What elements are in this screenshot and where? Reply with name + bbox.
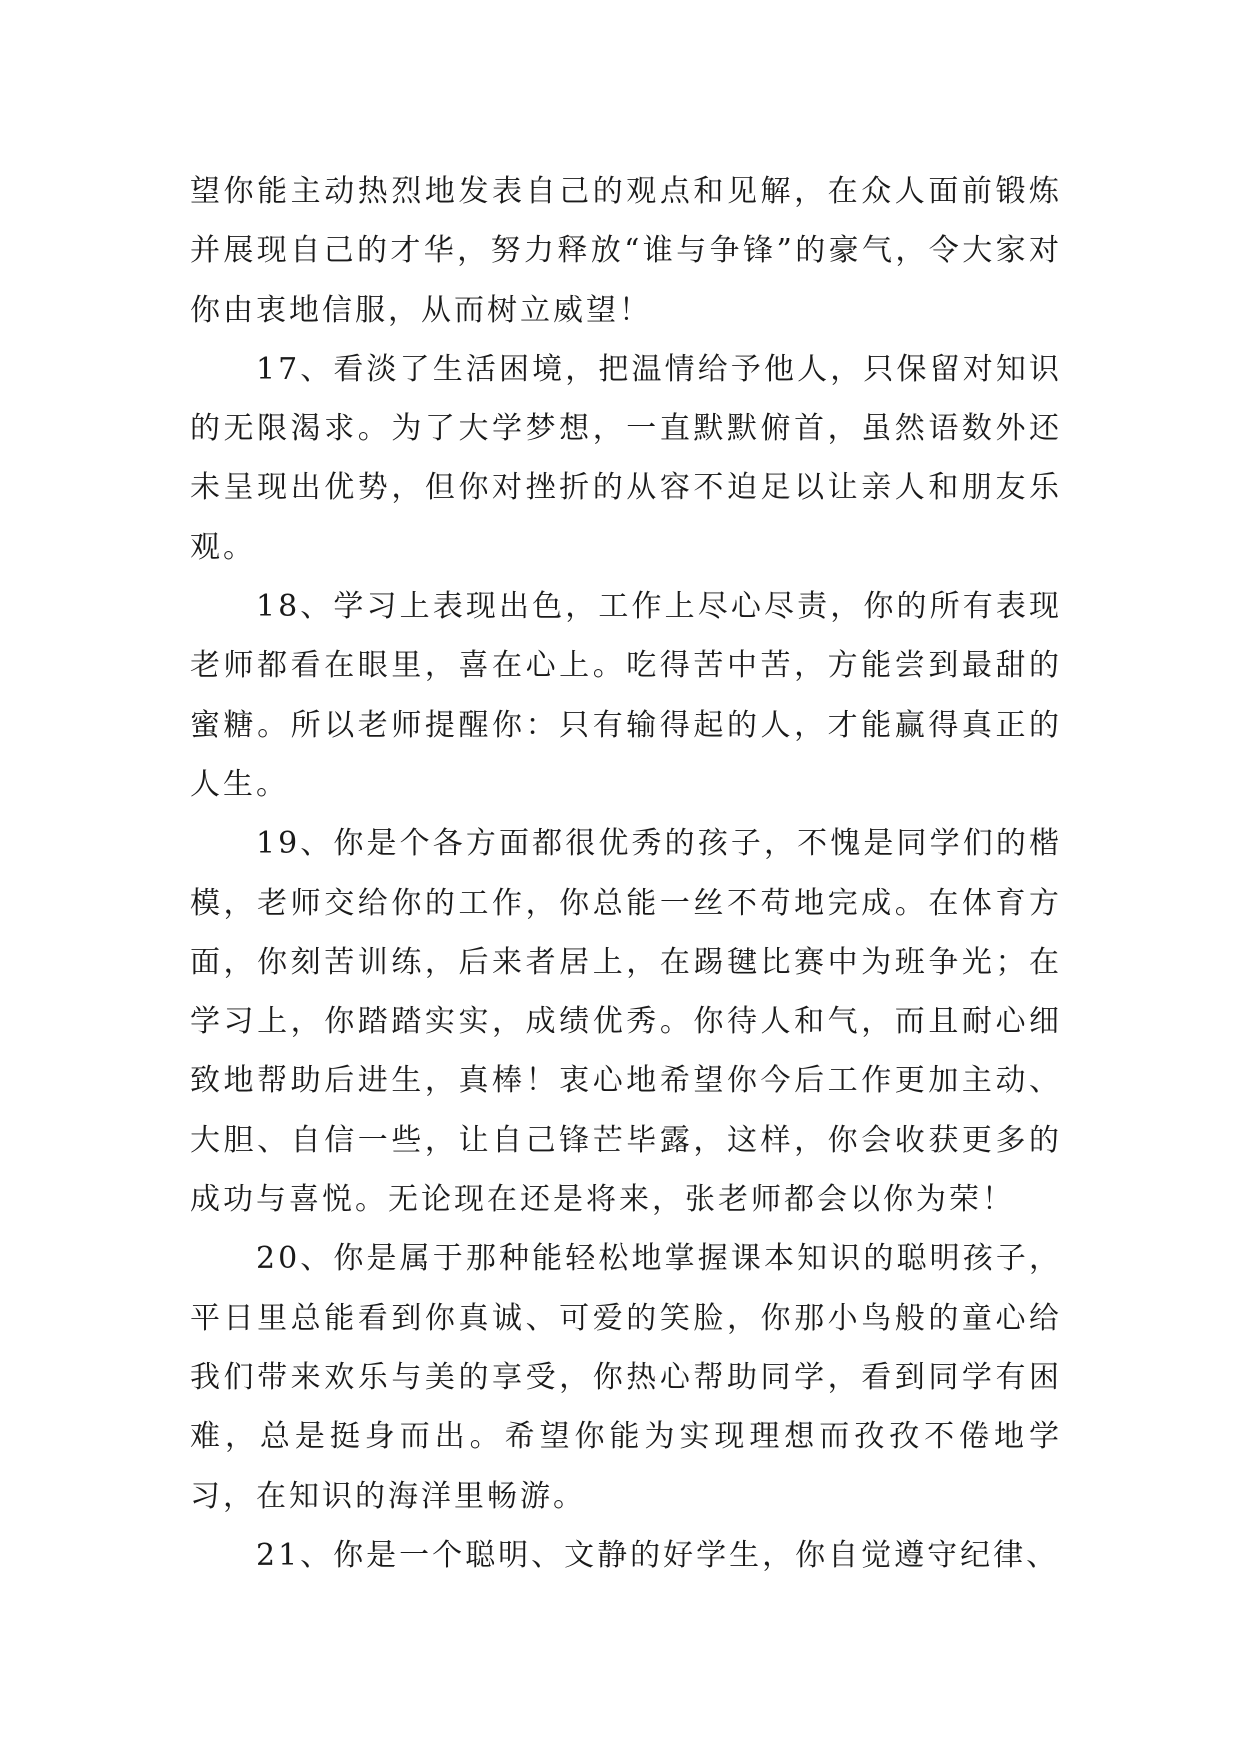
document-body — [190, 162, 1062, 1585]
paragraph-17: 17、看淡了生活困境，把温情给予他人，只保留对知识的无限渴求。为了大学梦想，一直默默俯首，虽然语数外还未呈现出优势，但你对挫折的从容不迫足以让亲人和朋友乐观。 — [190, 351, 1062, 565]
paragraph-18: 18、学习上表现出色，工作上尽心尽责，你的所有表现老师都看在眼里，喜在心上。吃得苦中苦，方能尝到最甜的蜜糖。所以老师提醒你：只有输得起的人，才能赢得真正的人生。 — [190, 589, 1062, 802]
paragraph-21: 21、你是一个聪明、文静的好学生，你自觉遵守纪律、 — [256, 1537, 1060, 1573]
paragraph-20: 20、你是属于那种能轻松地掌握课本知识的聪明孩子，平日里总能看到你真诚、可爱的笑脸，你那小鸟般的童心给我们带来欢乐与美的享受，你热心帮助同学，看到同学有困难，总是挺身而出。希望你能为实现理想而孜孜不倦地学习，在知识的海洋里畅游。 — [190, 1241, 1062, 1514]
paragraph-19: 19、你是个各方面都很优秀的孩子，不愧是同学们的楷模，老师交给你的工作，你总能一丝不苟地完成。在体育方面，你刻苦训练，后来者居上，在踢毽比赛中为班争光；在学习上，你踏踏实实，成绩优秀。你待人和气，而且耐心细致地帮助后进生，真棒！衷心地希望你今后工作更加主动、大胆、自信一些，让自己锋芒毕露，这样，你会收获更多的成功与喜悦。无论现在还是将来，张老师都会以你为荣！ — [190, 826, 1062, 1218]
paragraph-16-continued: 望你能主动热烈地发表自己的观点和见解，在众人面前锻炼并展现自己的才华，努力释放“谁与争锋”的豪气，令大家对你由衷地信服，从而树立威望！ — [190, 174, 1062, 328]
